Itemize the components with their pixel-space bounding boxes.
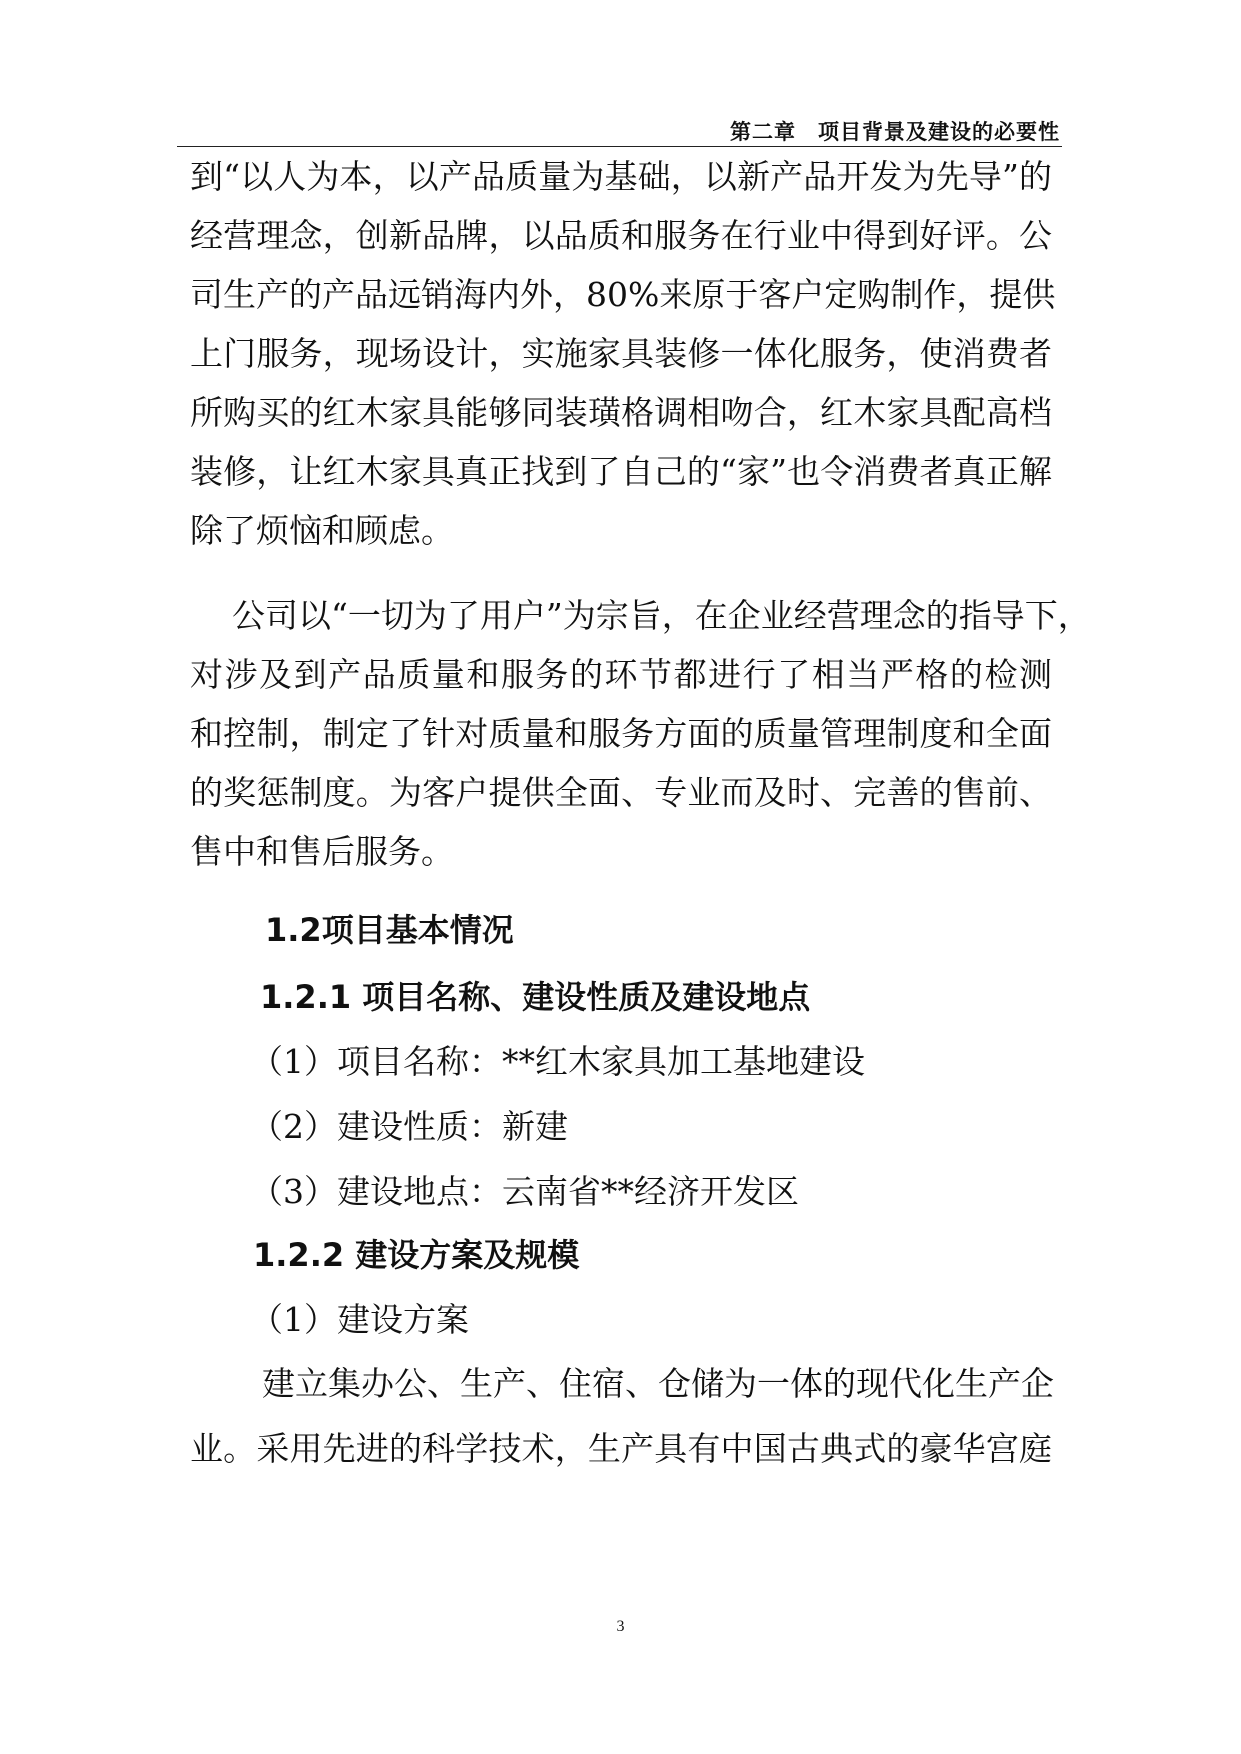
- paragraph-line: 对涉及到产品质量和服务的环节都进行了相当严格的检测: [190, 655, 1052, 694]
- paragraph-line: 建立集办公、生产、住宿、仓储为一体的现代化生产企: [262, 1364, 1054, 1403]
- paragraph-line: 售中和售后服务。: [190, 832, 454, 871]
- list-item: （1）建设方案: [250, 1300, 469, 1339]
- section-heading-1-2: 1.2项目基本情况: [265, 911, 514, 949]
- page-number: 3: [616, 1618, 625, 1635]
- paragraph-line: 经营理念，创新品牌，以品质和服务在行业中得到好评。公: [190, 216, 1052, 255]
- list-item: （1）项目名称：**红木家具加工基地建设: [250, 1042, 865, 1081]
- paragraph-line: 和控制，制定了针对质量和服务方面的质量管理制度和全面: [190, 714, 1052, 753]
- chapter-title: 第二章 项目背景及建设的必要性: [730, 120, 1060, 144]
- paragraph-line: 公司以“一切为了用户”为宗旨，在企业经营理念的指导下，: [232, 596, 1091, 635]
- paragraph-line: 司生产的产品远销海内外，80%来原于客户定购制作，提供: [190, 275, 1056, 314]
- paragraph-line: 到“以人为本，以产品质量为基础，以新产品开发为先导”的: [190, 157, 1052, 196]
- paragraph-line: 的奖惩制度。为客户提供全面、专业而及时、完善的售前、: [190, 773, 1052, 812]
- list-item: （3）建设地点：云南省**经济开发区: [250, 1172, 799, 1211]
- list-item: （2）建设性质：新建: [250, 1107, 568, 1146]
- section-heading-1-2-2: 1.2.2 建设方案及规模: [253, 1236, 580, 1274]
- section-heading-1-2-1: 1.2.1 项目名称、建设性质及建设地点: [260, 978, 811, 1016]
- header-divider: [177, 146, 1062, 147]
- paragraph-line: 除了烦恼和顾虑。: [190, 511, 454, 550]
- paragraph-line: 装修，让红木家具真正找到了自己的“家”也令消费者真正解: [190, 452, 1052, 491]
- paragraph-line: 所购买的红木家具能够同装璜格调相吻合，红木家具配高档: [190, 393, 1052, 432]
- paragraph-line: 业。采用先进的科学技术，生产具有中国古典式的豪华宫庭: [190, 1429, 1052, 1468]
- paragraph-line: 上门服务，现场设计，实施家具装修一体化服务，使消费者: [190, 334, 1052, 373]
